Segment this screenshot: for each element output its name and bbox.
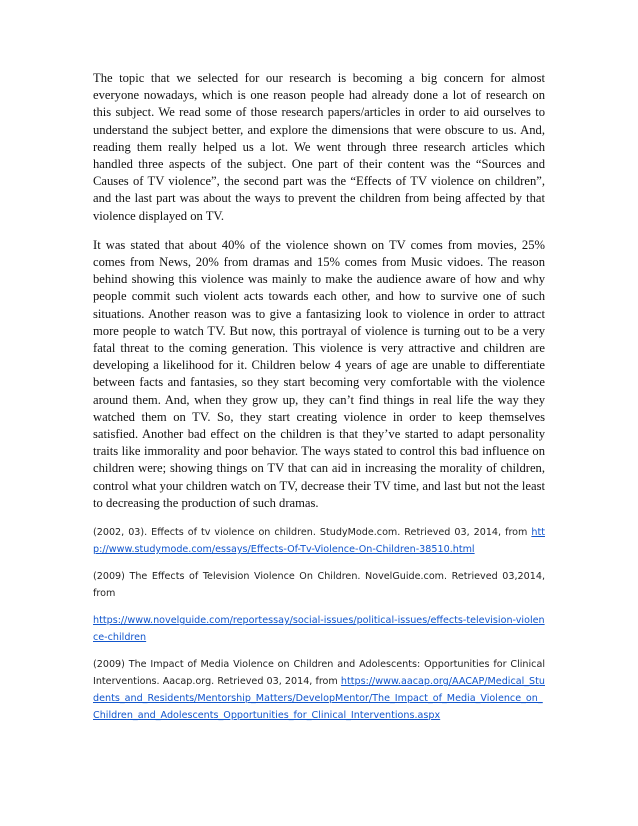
document-page (93, 70, 545, 734)
reference-3-link[interactable]: https://www.aacap.org/AACAP/Medical_Students_and_Residents/Mentorship_Matters/DevelopMentor/The_Impact_of_Media_Violence_on_Children_and_Adolescents_Opportunities_for_Clinical_Interventions.aspx (93, 676, 545, 722)
reference-2-link-block (93, 612, 545, 646)
reference-2-text: (2009) The Effects of Television Violence On Children. NovelGuide.com. Retrieved 03,2014, from (93, 571, 545, 600)
reference-1 (93, 524, 545, 558)
reference-3 (93, 656, 545, 724)
body-paragraph-2: It was stated that about 40% of the violence shown on TV comes from movies, 25% comes from News, 20% from dramas and 15% comes from Music vidoes. The reason behind showing this violence was mainly to make the audience aware of how and why people commit such violent acts towards each other, and how to survive one of such situations. Another reason was to give a fantasizing look to violence in order to attract more people to watch TV. But now, this portrayal of violence is turning out to be a very fatal threat to the coming generation. This violence is very attractive and children are developing a likelihood for it. Children below 4 years of age are unable to differentiate between facts and fantasies, so they start becoming very comfortable with the violence around them. And, when they grow up, they can’t find things in real life the way they watched them on TV. So, they start creating violence in order to keep themselves satisfied. Another bad effect on the children is that they’ve started to adapt personality traits like immorality and poor behavior. The ways stated to control this bad influence on children were; showing things on TV that can aid in increasing the morality of children, control what your children watch on TV, decrease their TV time, and last but not the least to decreasing the production of such dramas. (93, 237, 545, 510)
reference-1-text: (2002, 03). Effects of tv violence on children. StudyMode.com. Retrieved 03, 2014, from (93, 527, 528, 539)
reference-1-link[interactable]: http://www.studymode.com/essays/Effects-Of-Tv-Violence-On-Children-38510.html (93, 527, 545, 556)
reference-2-text-block (93, 568, 545, 602)
reference-3-text: (2009) The Impact of Media Violence on Children and Adolescents: Opportunities for Clinical Interventions. Aacap.org. Retrieved 03, 2014, from (93, 659, 545, 688)
reference-2-link[interactable]: https://www.novelguide.com/reportessay/social-issues/political-issues/effects-television-violence-children (93, 615, 545, 644)
references-list (93, 524, 545, 724)
body-paragraph-1: The topic that we selected for our research is becoming a big concern for almost everyone nowadays, which is one reason people had already done a lot of research on this subject. We read some of those research papers/articles in order to aid ourselves to understand the subject better, and explore the dimensions that were obscure to us. And, reading them really helped us a lot. We went through three research articles which handled three aspects of the subject. One part of their content was the “Sources and Causes of TV violence”, the second part was the “Effects of TV violence on children”, and the last part was about the ways to prevent the children from being affected by that violence displayed on TV. (93, 71, 545, 223)
